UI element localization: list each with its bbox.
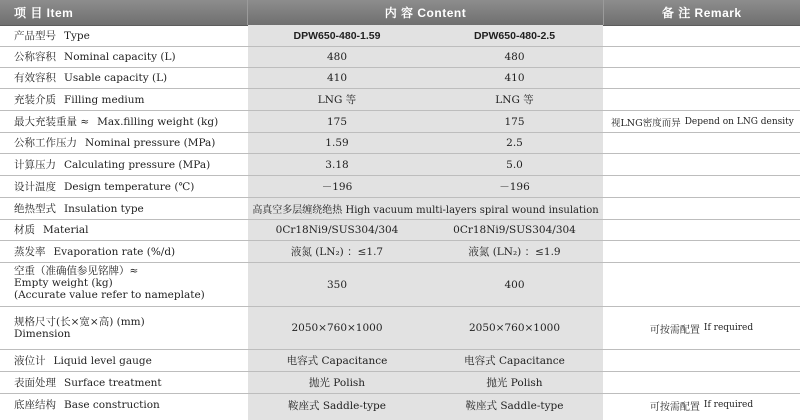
value-2: 400 (504, 278, 525, 291)
item-en: Surface treatment (64, 376, 162, 389)
item-zh: 公称容积 (14, 51, 56, 63)
item-en: Max.filling weight (kg) (97, 115, 219, 128)
item-zh: 公称工作压力 (14, 137, 77, 149)
value-2: 2.5 (506, 137, 523, 149)
table-row-insulation-type (0, 198, 800, 220)
remark (603, 198, 800, 219)
value-1: 鞍座式 Saddle-type (288, 399, 386, 412)
header-item: 项 目 Item (14, 6, 74, 20)
item-en-note: (Accurate value refer to nameplate) (14, 289, 205, 301)
item-en: Empty weight (kg) (14, 277, 113, 289)
value-1: 480 (326, 51, 348, 63)
item-zh: 材质 (14, 224, 35, 236)
value-1: 410 (326, 72, 348, 84)
remark (603, 263, 800, 306)
item-zh: 绝热型式 (14, 202, 56, 215)
remark (603, 133, 800, 153)
value-1: 电容式 Capacitance (286, 355, 388, 367)
value-2: 抛光 Polish (486, 377, 543, 389)
item-en: Insulation type (64, 202, 144, 215)
table-row-type (0, 25, 800, 47)
item-zh: 空重（准确值参见铭牌）≈ (14, 265, 139, 277)
item-zh: 液位计 (14, 354, 46, 367)
table-row-dimension (0, 307, 800, 350)
remark (603, 154, 800, 175)
item-zh: 产品型号 (14, 29, 56, 42)
item-en: Design temperature (℃) (64, 180, 195, 193)
value-1: 液氮 (LN₂) ：≤1.7 (290, 246, 384, 258)
remark (603, 89, 800, 110)
item-en: Usable capacity (L) (64, 72, 168, 84)
item-en: Evaporation rate (%/d) (53, 245, 176, 258)
item-zh: 充装介质 (14, 93, 56, 106)
remark (603, 47, 800, 67)
value-model-1: DPW650-480-1.59 (293, 29, 381, 42)
value-1: 2050×760×1000 (291, 322, 383, 334)
table-row-empty-weight (0, 263, 800, 307)
table-row-design-temperature (0, 176, 800, 198)
item-zh: 蒸发率 (14, 245, 46, 258)
item-zh: 表面处理 (14, 376, 56, 389)
remark (603, 176, 800, 197)
header-remark: 备 注 Remark (661, 6, 742, 20)
remark-en: If required (703, 400, 754, 410)
item-en: Nominal capacity (L) (64, 51, 176, 63)
table-body (0, 25, 800, 420)
value-2: LNG 等 (495, 94, 534, 106)
value-1: 抛光 Polish (308, 377, 366, 389)
remark-zh: 可按需配置 (649, 324, 700, 336)
table-row-base-construction (0, 394, 800, 416)
remark (603, 350, 800, 371)
item-en: Nominal pressure (MPa) (85, 137, 216, 149)
table-row-material (0, 220, 800, 241)
item-en: Base construction (64, 399, 160, 411)
table-row-filling-medium (0, 89, 800, 111)
item-zh: 计算压力 (14, 158, 56, 171)
value-2: 液氮 (LN₂) ：≤1.9 (468, 246, 561, 258)
value-2: 0Cr18Ni9/SUS304/304 (453, 224, 576, 236)
value-2: 175 (504, 115, 525, 128)
value-2: 410 (504, 72, 525, 84)
remark (603, 394, 800, 416)
remark (603, 372, 800, 393)
item-zh: 有效容积 (14, 72, 56, 84)
item-zh: 底座结构 (14, 399, 56, 411)
value-2: 5.0 (506, 158, 523, 171)
remark (603, 220, 800, 240)
item-en: Material (43, 224, 89, 236)
header-content: 内 容 Content (247, 0, 603, 25)
item-zh: 规格尺寸(长×宽×高) (mm) (14, 316, 145, 328)
value-2: 鞍座式 Saddle-type (465, 399, 564, 412)
item-en: Calculating pressure (MPa) (64, 158, 211, 171)
remark (603, 241, 800, 262)
table-row-usable-capacity (0, 68, 800, 89)
table-row-evaporation-rate (0, 241, 800, 263)
value-1: 0Cr18Ni9/SUS304/304 (275, 224, 399, 236)
value-model-2: DPW650-480-2.5 (473, 29, 556, 42)
remark-zh: 视LNG密度而异 (611, 117, 681, 129)
value-2: 480 (504, 51, 525, 63)
table-row-surface-treatment (0, 372, 800, 394)
value-2: －196 (499, 181, 530, 193)
remark-en: If required (703, 323, 754, 333)
item-en: Type (64, 29, 90, 42)
item-en: Liquid level gauge (53, 354, 152, 367)
value-1: 175 (326, 115, 348, 128)
table-row-nominal-pressure (0, 133, 800, 154)
value-span: 高真空多层缠绕绝热 High vacuum multi-layers spiral wound insulation (252, 205, 599, 216)
table-header (0, 0, 800, 26)
value-1: 1.59 (325, 137, 349, 149)
remark (603, 25, 800, 46)
item-en: Filling medium (64, 93, 145, 106)
remark (603, 307, 800, 349)
remark (603, 68, 800, 88)
remark-en: Depend on LNG density (684, 116, 794, 127)
table-row-calculating-pressure (0, 154, 800, 176)
item-zh: 设计温度 (14, 180, 56, 193)
table-row-nominal-capacity (0, 47, 800, 68)
table-row-liquid-level-gauge (0, 350, 800, 372)
table-row-max-filling-weight (0, 111, 800, 133)
item-zh: 最大充装重量 ≈ (14, 115, 90, 128)
value-1: 3.18 (325, 158, 349, 171)
value-1: LNG 等 (317, 94, 357, 106)
value-2: 2050×760×1000 (468, 322, 561, 334)
value-1: 350 (326, 278, 348, 291)
value-2: 电容式 Capacitance (464, 355, 565, 367)
remark-zh: 可按需配置 (649, 401, 700, 413)
remark (603, 111, 800, 132)
item-en: Dimension (14, 328, 71, 340)
value-1: －196 (321, 181, 353, 193)
